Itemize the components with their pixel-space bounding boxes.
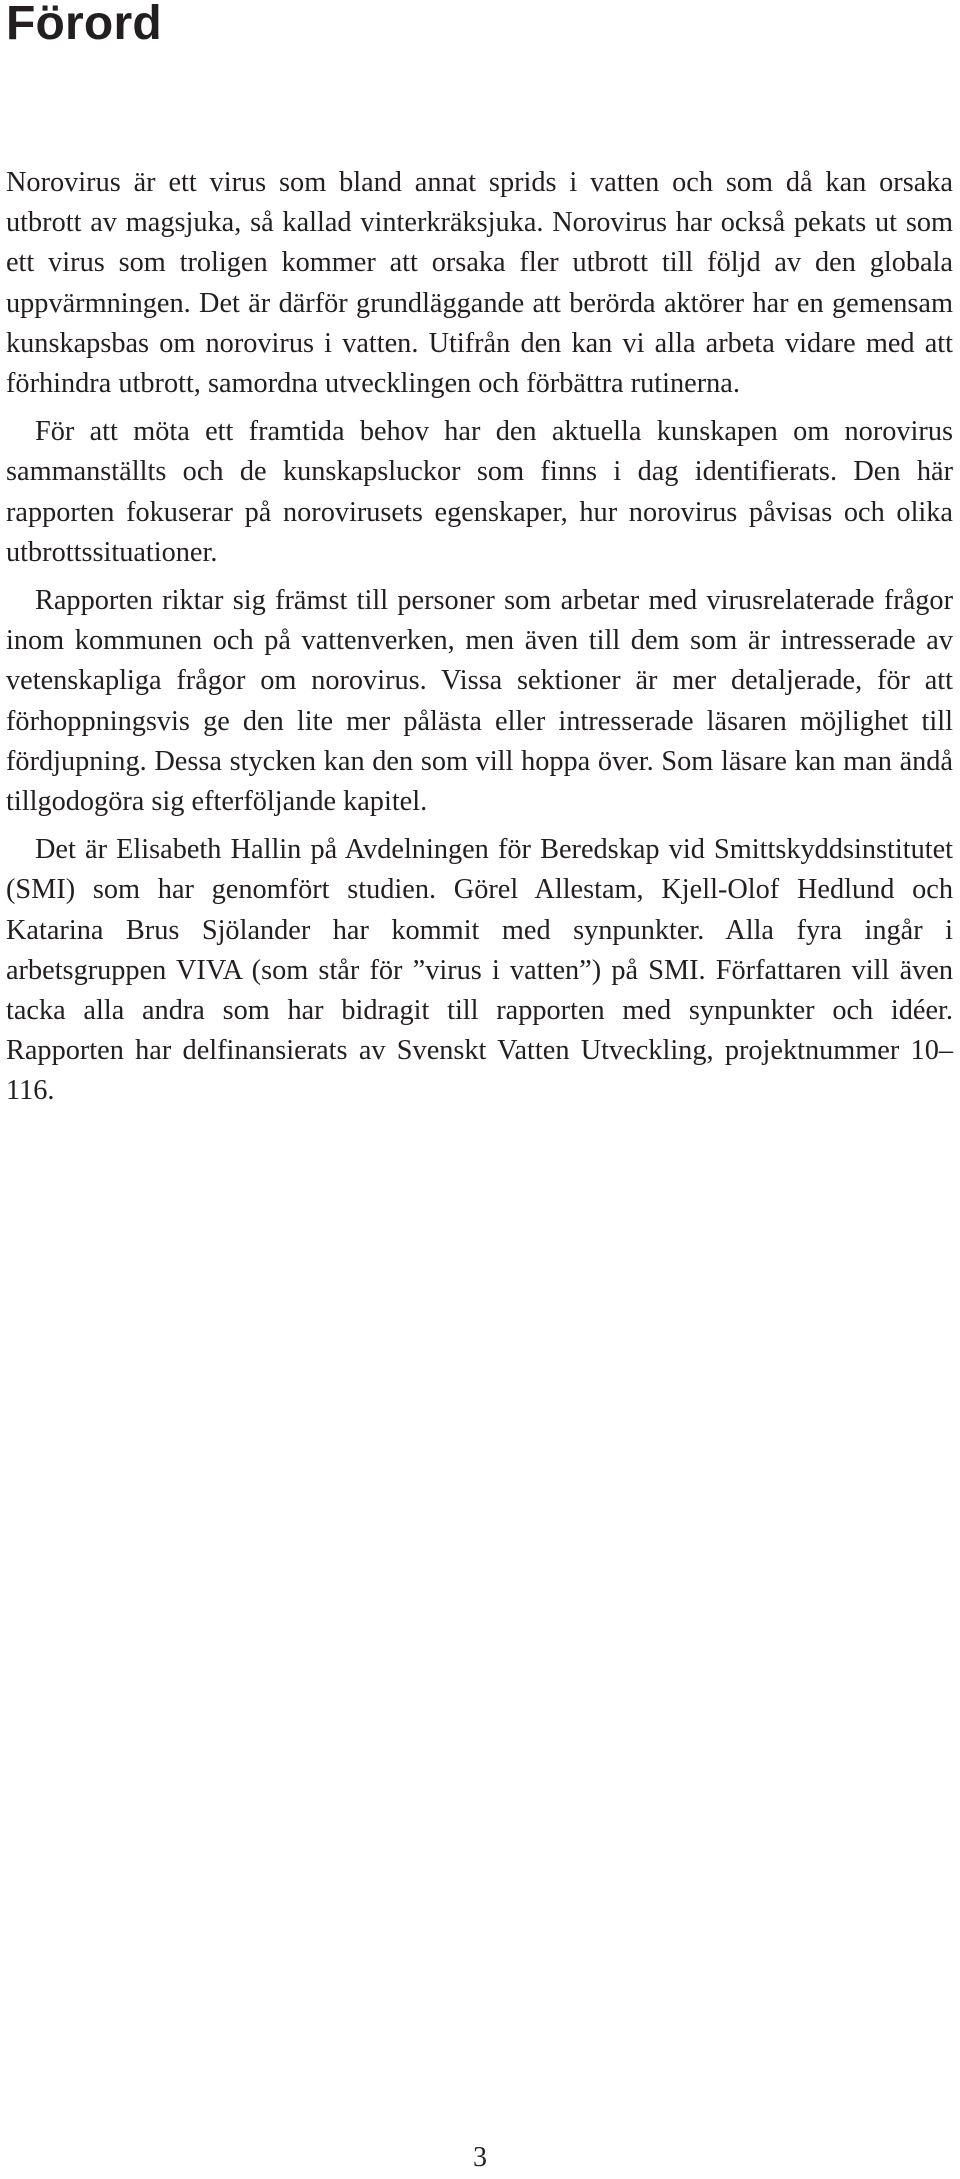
page-number: 3 — [473, 2142, 487, 2173]
paragraph-audience: Rapporten riktar sig främst till personer som arbetar med virusrelaterade frågor inom kommunen och på vattenverken, men även till dem som är intresserade av vetenskapliga frågor om norovirus. Vissa sektioner är mer detaljerade, för att förhoppningsvis ge den lite mer pålästa eller intresserade läsaren möjlighet till fördjupning. Dessa stycken kan den som vill hoppa över. Som läsare kan man ändå tillgodogöra sig efterföljande kapitel. — [6, 585, 953, 818]
paragraph-scope: För att möta ett framtida behov har den aktuella kunskapen om norovirus sammanställts och de kunskapsluckor som finns i dag identifierats. Den här rapporten fokuserar på norovirusets egenskaper, hur norovirus påvisas och olika utbrottssituationer. — [6, 416, 953, 568]
paragraph-acknowledgements: Det är Elisabeth Hallin på Avdelningen för Beredskap vid Smittskyddsinstitutet (SMI) som har genomfört studien. Görel Allestam, Kjell-Olof Hedlund och Katarina Brus Sjölander har kommit med synpunkter. Alla fyra ingår i arbetsgruppen VIVA (som står för ”virus i vatten”) på SMI. Författaren vill även tacka alla andra som har bidragit till rapporten med synpunkter och idéer. Rapporten har delfinansierats av Svenskt Vatten Utveckling, projektnummer 10–116. — [6, 834, 953, 1107]
page-title: Förord — [6, 0, 162, 50]
paragraph-intro: Norovirus är ett virus som bland annat sprids i vatten och som då kan orsaka utbrott av magsjuka, så kallad vinterkräksjuka. Norovirus har också pekats ut som ett virus som troligen kommer att orsaka fler utbrott till följd av den globala uppvärmningen. Det är därför grundläggande att berörda aktörer har en gemensam kunskapsbas om norovirus i vatten. Utifrån den kan vi alla arbeta vidare med att förhindra utbrott, samordna utvecklingen och förbättra rutinerna. — [6, 167, 953, 400]
body-text — [6, 163, 953, 1120]
